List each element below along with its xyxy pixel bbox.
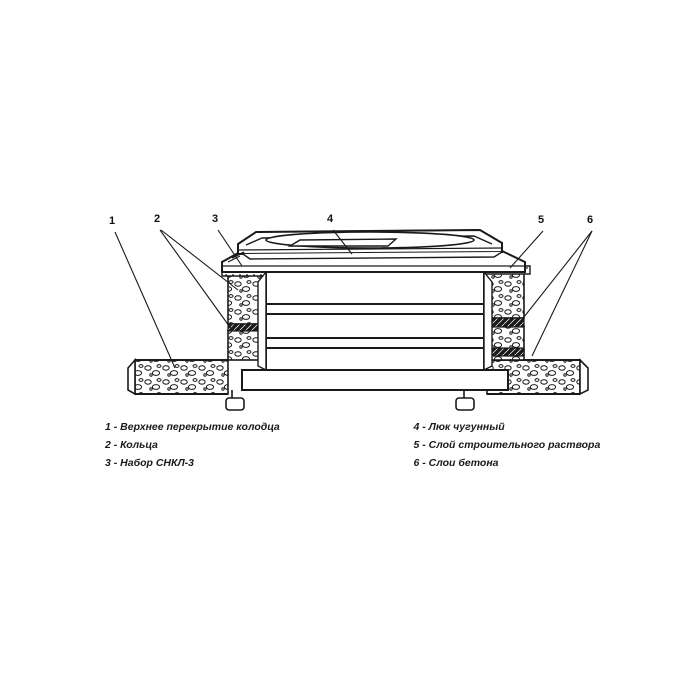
legend-item-4: 4 - Люк чугунный — [413, 421, 505, 433]
callout-numbers — [109, 213, 593, 227]
callout-number-1: 1 — [108, 215, 116, 227]
legend-item-3: 3 - Набор СНКЛ-3 — [105, 457, 195, 469]
cast-iron-hatch — [228, 230, 502, 262]
callout-number-3: 3 — [211, 213, 219, 225]
legend-column-left — [105, 420, 393, 470]
base-slab — [226, 370, 508, 410]
shaft-rings — [258, 272, 492, 370]
ground-slab-left — [128, 360, 228, 394]
legend-item-1: 1 - Верхнее перекрытие колодца — [105, 421, 280, 433]
legend-item-2: 2 - Кольца — [105, 439, 158, 451]
legend-item-5: 5 - Слой строительного раствора — [413, 439, 601, 451]
legend — [105, 420, 625, 470]
legend-column-right — [413, 420, 625, 470]
legend-item-6: 6 - Слои бетона — [413, 457, 499, 469]
callout-number-2: 2 — [153, 213, 161, 225]
callout-number-6: 6 — [586, 214, 594, 226]
callout-number-4: 4 — [326, 213, 334, 225]
callout-number-5: 5 — [537, 214, 545, 226]
